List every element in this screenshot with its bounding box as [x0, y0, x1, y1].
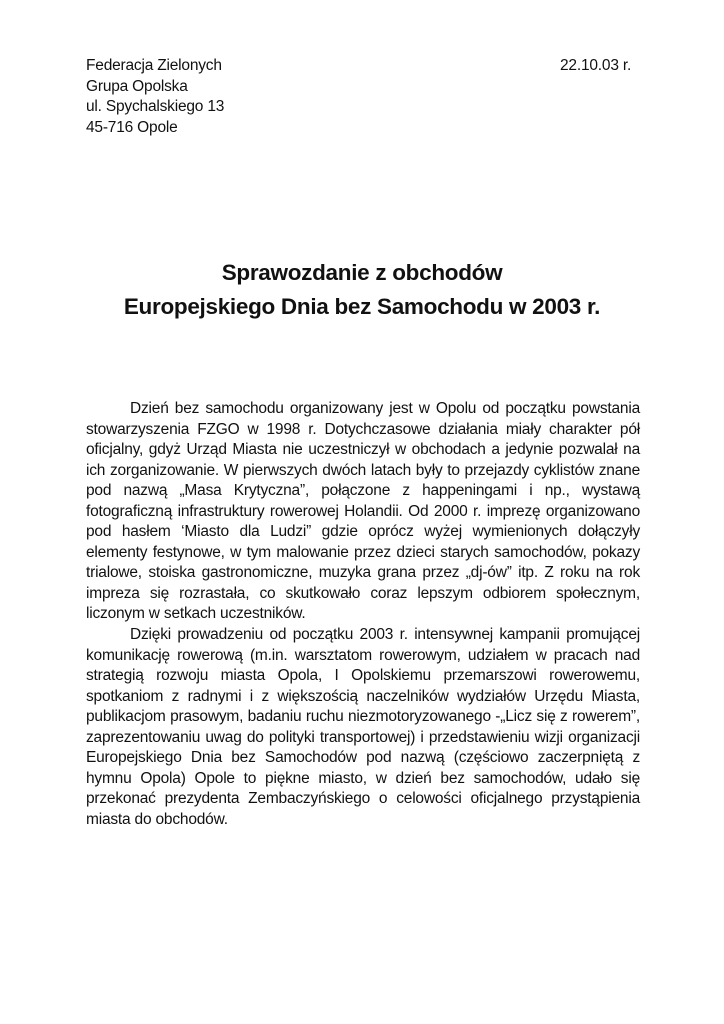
sender-group: Grupa Opolska — [86, 77, 188, 95]
document-date: 22.10.03 r. — [560, 57, 632, 74]
title-line-2: Europejskiego Dnia bez Samochodu w 2003 r. — [123, 294, 601, 319]
body-paragraph-1: Dzień bez samochodu organizowany jest w Opolu od początku powstania stowarzyszenia FZGO w 1998 r. Dotychczasowe działania miały charakter pół oficjalny, gdyż Urząd Miasta nie uczestniczył w obchodach a jedynie pozwalał na ich zorganizowanie. W pierwszych dwóch latach były to przejazdy cyklistów znane pod nazwą „Masa Krytyczna”, połączone z happeningami i np., wystawą fotograficzną infrastruktury rowerowej Holandii. Od 2000 r. imprezę organizowano pod hasłem ‘Miasto dla Ludzi” gdzie oprócz wyżej wymienionych dołączyły elementy festynowe, w tym malowanie przez dzieci starych samochodów, pokazy trialowe, stoiska gastronomiczne, muzyka grana przez „dj-ów” itp. Z roku na rok impreza się rozrastała, co skutkowało coraz lepszym odbiorem społecznym, liczonym w setkach uczestników. — [86, 400, 640, 623]
sender-organization: Federacja Zielonych — [86, 57, 222, 74]
body-paragraph-2: Dzięki prowadzeniu od początku 2003 r. intensywnej kampanii promującej komunikację rowerową (m.in. warsztatom rowerowym, udziałem w pracach nad strategią rozwoju miasta Opola, I Opolskiemu przemarszowi rowerowemu, spotkaniom z radnymi i z większością naczelników wydziałów Urzędu Miasta, publikacjom prasowym, badaniu ruchu niezmotoryzowanego -„Licz się z rowerem”, zaprezentowaniu uwag do polityki transportowej) i przedstawieniu wizji organizacji Europejskiego Dnia bez Samochodów pod nazwą (częściowo zaczerpniętą z hymnu Opola) Opole to piękne miasto, w dzień bez samochodów, udało się przekonać prezydenta Zembaczyńskiego o celowości oficjalnego przystąpienia miasta do obchodów. — [86, 626, 640, 828]
document-title — [60, 256, 664, 324]
sender-street: ul. Spychalskiego 13 — [86, 98, 225, 115]
title-line-1: Sprawozdanie z obchodów — [221, 260, 503, 285]
sender-city: 45-716 Opole — [86, 118, 178, 136]
sender-address — [86, 56, 224, 138]
document-body — [86, 399, 640, 830]
